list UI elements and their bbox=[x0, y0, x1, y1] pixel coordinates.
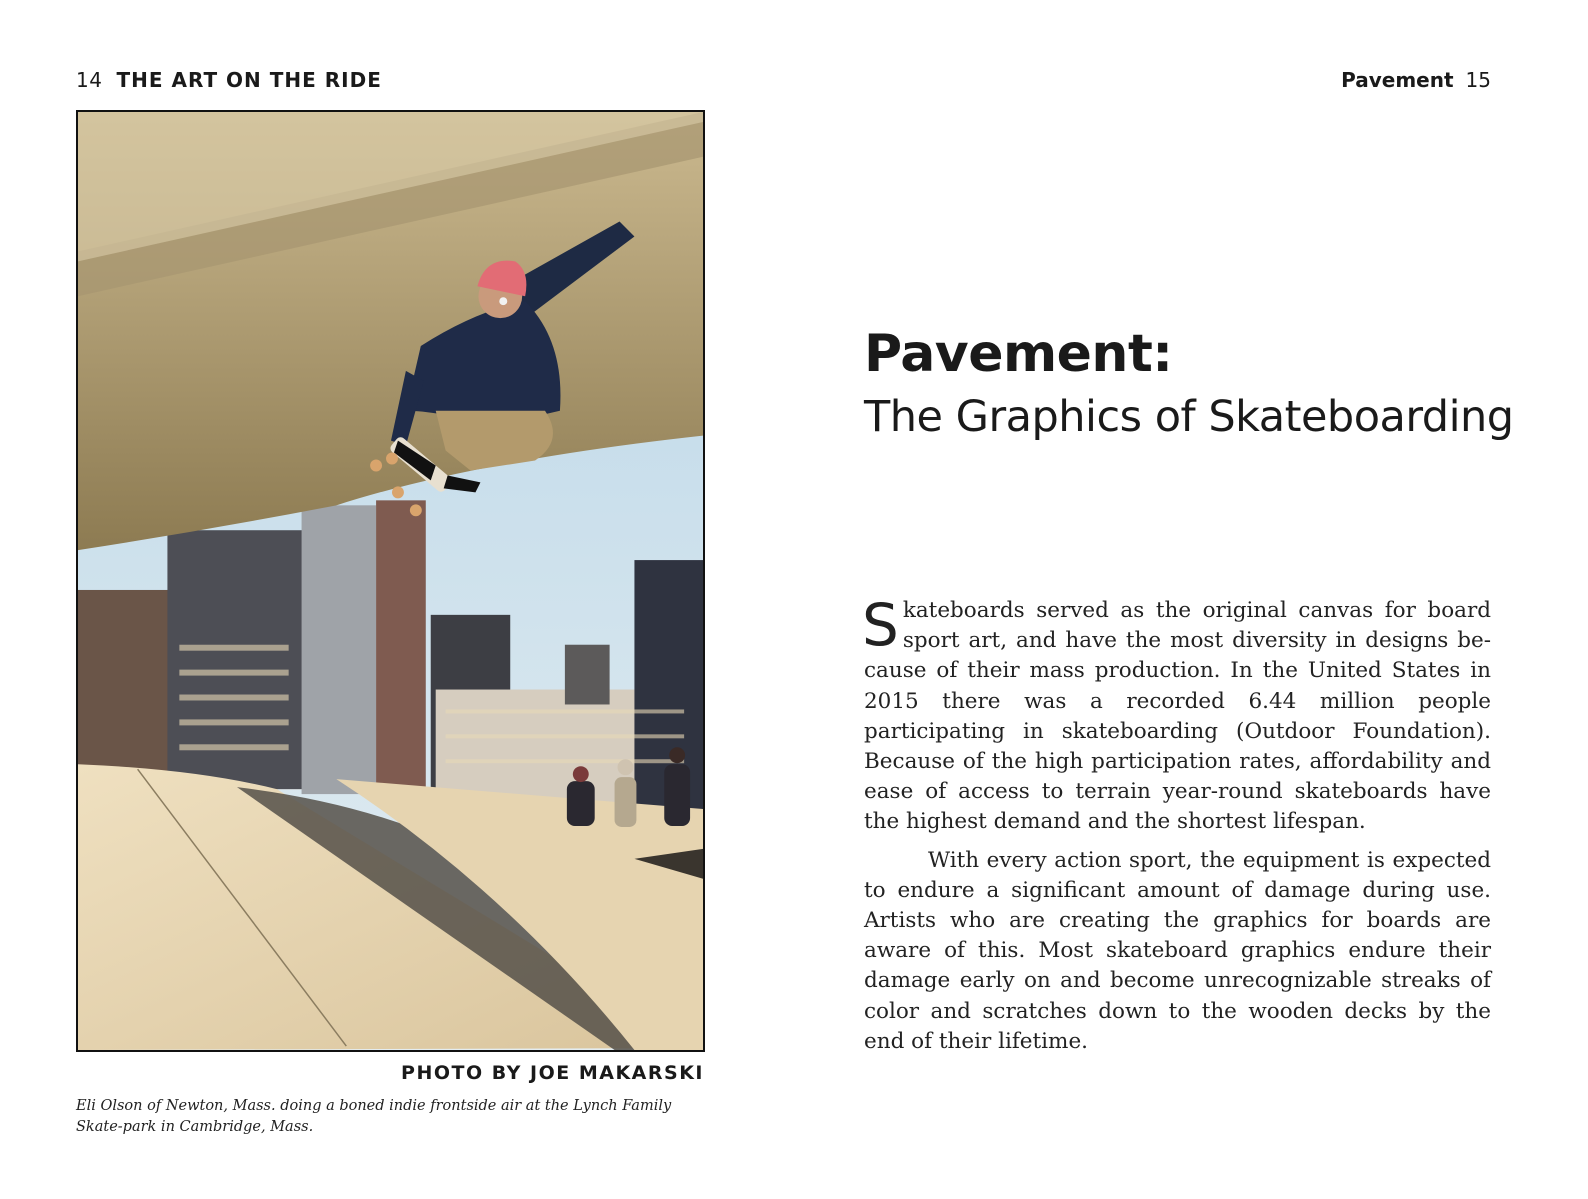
chapter-heading: Pavement: bbox=[864, 324, 1173, 384]
page-number-right: 15 bbox=[1465, 68, 1491, 92]
skateboarder-photo bbox=[76, 110, 705, 1052]
running-title-left: THE ART ON THE RIDE bbox=[116, 68, 382, 92]
running-header-right bbox=[1341, 68, 1491, 92]
right-page bbox=[794, 0, 1588, 1199]
running-header-left bbox=[76, 68, 382, 92]
chapter-subheading: The Graphics of Skateboarding bbox=[864, 392, 1514, 442]
paragraph-1 bbox=[862, 591, 1491, 838]
paragraph-2: With every action sport, the equipment is expected to endure a significant amount of damage during use. Artists who are creating the graphics for boards are aware of this. Most skateboard graphics endure their damage early on and become unrecognizable streaks of color and scratches down to the wooden decks by the end of their lifetime. bbox=[864, 847, 1491, 1054]
skatepark-illustration bbox=[78, 112, 703, 1050]
body-text bbox=[862, 591, 1491, 1057]
photo-credit: PHOTO BY JOE MAKARSKI bbox=[401, 1062, 704, 1084]
running-title-right: Pavement bbox=[1341, 68, 1454, 92]
photo-caption: Eli Olson of Newton, Mass. doing a boned indie frontside air at the Lynch Family Skate-park in Cambridge, Mass. bbox=[76, 1098, 672, 1135]
drop-cap: S bbox=[862, 591, 899, 659]
page-number-left: 14 bbox=[76, 68, 103, 92]
paragraph-1-text: kateboards served as the original canvas for board sport art, and have the most diversity in designs because of their mass production. In the United States in 2015 there was a recorded 6.44 million people participating in skateboarding (Outdoor Foundation). Because of the high participation rates, affordability and ease of access to terrain year-round skateboards have the highest demand and the shortest lifespan. bbox=[864, 598, 1491, 835]
